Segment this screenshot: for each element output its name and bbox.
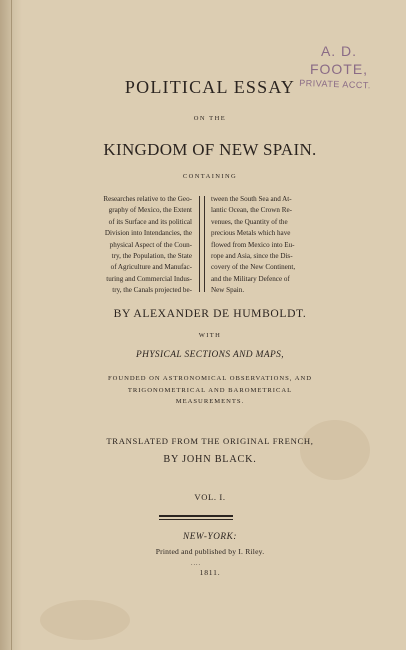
contents-line: Division into Intendancies, the xyxy=(104,229,192,238)
imprint-printer: Printed and published by I. Riley. xyxy=(155,547,265,556)
volume-label: VOL. I. xyxy=(194,492,226,502)
column-divider xyxy=(199,196,205,292)
contents-line: rope and Asia, since the Dis- xyxy=(211,252,293,261)
stamp-subtitle: PRIVATE ACCT. xyxy=(299,77,371,91)
contents-line: graphy of Mexico, the Extent xyxy=(108,206,192,215)
on-the-line: ON THE xyxy=(193,115,227,122)
with-line: WITH xyxy=(198,332,222,339)
contents-line: precious Metals which have xyxy=(211,229,291,238)
contents-line: physical Aspect of the Coun- xyxy=(109,240,192,249)
ornament-dots: .... xyxy=(191,561,201,567)
stamp-name: A. D. FOOTE, xyxy=(309,43,369,77)
paper-stain xyxy=(40,600,130,640)
contents-column-right xyxy=(211,194,331,297)
contents-line: lantic Ocean, the Crown Re- xyxy=(211,206,292,215)
sections-line: PHYSICAL SECTIONS AND MAPS, xyxy=(136,350,284,360)
author-line: BY ALEXANDER DE HUMBOLDT. xyxy=(113,307,307,320)
founded-line: TRIGONOMETRICAL AND BAROMETRICAL xyxy=(127,386,293,394)
containing-line: CONTAINING xyxy=(182,173,238,180)
book-subtitle: KINGDOM OF NEW SPAIN. xyxy=(103,140,317,159)
binding-edge xyxy=(11,0,12,650)
contents-line: flowed from Mexico into Eu- xyxy=(211,240,295,249)
imprint-place: NEW-YORK: xyxy=(182,531,238,541)
decorative-rule-thin xyxy=(159,519,233,520)
contents-line: and the Military Defence of xyxy=(211,274,290,283)
contents-line: try, the Canals projected be- xyxy=(112,286,192,295)
founded-line: MEASUREMENTS. xyxy=(175,398,245,406)
contents-line: Researches relative to the Geo- xyxy=(103,195,192,203)
founded-line: FOUNDED ON ASTRONOMICAL OBSERVATIONS, AND xyxy=(107,375,313,382)
translator-line: BY JOHN BLACK. xyxy=(163,454,257,465)
contents-line: turing and Commercial Indus- xyxy=(106,274,192,283)
contents-line: try, the Population, the State xyxy=(111,252,192,261)
translated-line: TRANSLATED FROM THE ORIGINAL FRENCH, xyxy=(106,436,314,446)
book-title: POLITICAL ESSAY xyxy=(124,77,296,97)
contents-line: covery of the New Continent, xyxy=(211,263,296,272)
decorative-rule xyxy=(159,515,233,517)
contents-line: tween the South Sea and At- xyxy=(211,195,292,203)
contents-line: of Agriculture and Manufac- xyxy=(110,263,192,272)
paper-stain xyxy=(300,420,370,480)
contents-line: venues, the Quantity of the xyxy=(211,217,288,226)
contents-line: of its Surface and its political xyxy=(108,217,192,226)
founded-block xyxy=(60,373,360,408)
imprint-year: 1811. xyxy=(199,568,221,577)
contents-line: New Spain. xyxy=(211,286,245,295)
contents-column-left xyxy=(72,194,192,297)
